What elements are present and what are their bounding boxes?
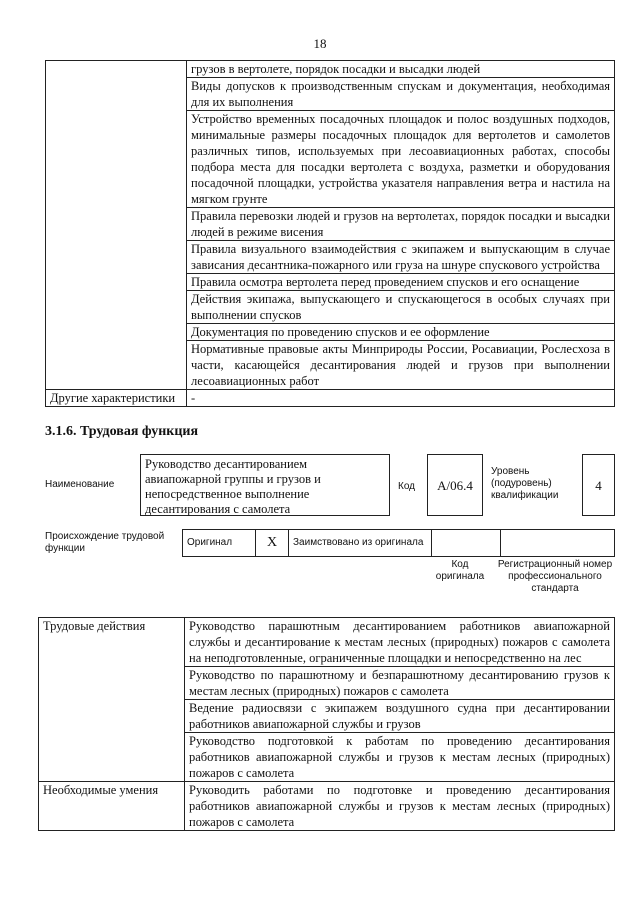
- table-cell: Руководство по парашютному и безпарашютному десантированию грузов к местам лесных (природных) пожаров с самолета: [185, 667, 615, 700]
- table-row: [39, 782, 615, 831]
- table-cell: Виды допусков к производственным спускам и документация, необходимая для их выполнения: [187, 78, 615, 111]
- table-cell: Действия экипажа, выпускающего и спускающегося в особых случаях при выполнении спусков: [187, 291, 615, 324]
- table-cell: Руководство парашютным десантированием работников авиапожарной службы и десантирование к местам лесных (природных) пожаров с самолета на неподготовленные, ограниченные площадки и непосредственно на лес: [185, 618, 615, 667]
- table-cell: Ведение радиосвязи с экипажем воздушного судна при десантировании работников авиапожарной службы и грузов: [185, 700, 615, 733]
- registration-number-cell: [501, 530, 615, 557]
- table-cell: Правила осмотра вертолета перед проведением спусков и его оснащение: [187, 274, 615, 291]
- table-row: [39, 618, 615, 667]
- knowledge-table: [45, 60, 615, 407]
- name-label: Наименование: [45, 479, 115, 490]
- table-row: [46, 61, 615, 78]
- table-cell: Нормативные правовые акты Минприроды России, Росавиации, Рослесхоза в части, касающейся десантирования людей и грузов при выполнении лесоавиационных работ: [187, 341, 615, 390]
- level-value-box: 4: [582, 454, 615, 516]
- other-characteristics-value: -: [187, 390, 615, 407]
- labor-actions-label: Трудовые действия: [39, 618, 185, 782]
- table-cell: Руководить работами по подготовке и проведению десантирования работников авиапожарной службы и грузов к местам лесных (природных) пожаров с самолета: [185, 782, 615, 831]
- original-label: Оригинал: [183, 530, 256, 557]
- table-cell: Документация по проведению спусков и ее оформление: [187, 324, 615, 341]
- table-cell: Руководство подготовкой к работам по проведению десантирования работников авиапожарной службы и грузов к местам лесных (природных) пожаров с самолета: [185, 733, 615, 782]
- table-cell: грузов в вертолете, порядок посадки и высадки людей: [187, 61, 615, 78]
- function-code-box: A/06.4: [427, 454, 483, 516]
- origin-table: [182, 529, 615, 557]
- page-number: 18: [313, 36, 327, 51]
- other-characteristics-label: Другие характеристики: [46, 390, 187, 407]
- labor-function-table: [38, 617, 615, 831]
- original-code-cell: [432, 530, 501, 557]
- function-name-box: Руководство десантированием авиапожарной группы и грузов и непосредственное выполнение десантирования с самолета: [140, 454, 390, 516]
- section-title: 3.1.6. Трудовая функция: [45, 424, 199, 439]
- borrowed-label: Заимствовано из оригинала: [289, 530, 432, 557]
- level-label: Уровень (подуровень) квалификации: [491, 466, 559, 501]
- table-cell: Устройство временных посадочных площадок и полос воздушных подходов, минимальные размеры посадочных площадок для вертолетов и самолетов различных типов, используемых при лесоавиационных работах, способы подбора места для посадки вертолета с воздуха, разметки и оборудования посадочной площадки, устройства указателя направления ветра и настила на мягком грунте: [187, 111, 615, 208]
- original-mark: X: [256, 530, 289, 557]
- table-cell: Правила перевозки людей и грузов на вертолетах, порядок посадки и высадки людей в режиме висения: [187, 208, 615, 241]
- table-row: [46, 390, 615, 407]
- code-label: Код: [398, 481, 416, 492]
- code-caption: Код оригинала: [435, 559, 485, 582]
- skills-label: Необходимые умения: [39, 782, 185, 831]
- table-cell: Правила визуального взаимодействия с экипажем и выпускающим в случае зависания десантника-пожарного или груза на шнуре спускового устройства: [187, 241, 615, 274]
- registration-caption: Регистрационный номер профессионального стандарта: [497, 559, 613, 594]
- origin-label: Происхождение трудовой функции: [45, 531, 165, 554]
